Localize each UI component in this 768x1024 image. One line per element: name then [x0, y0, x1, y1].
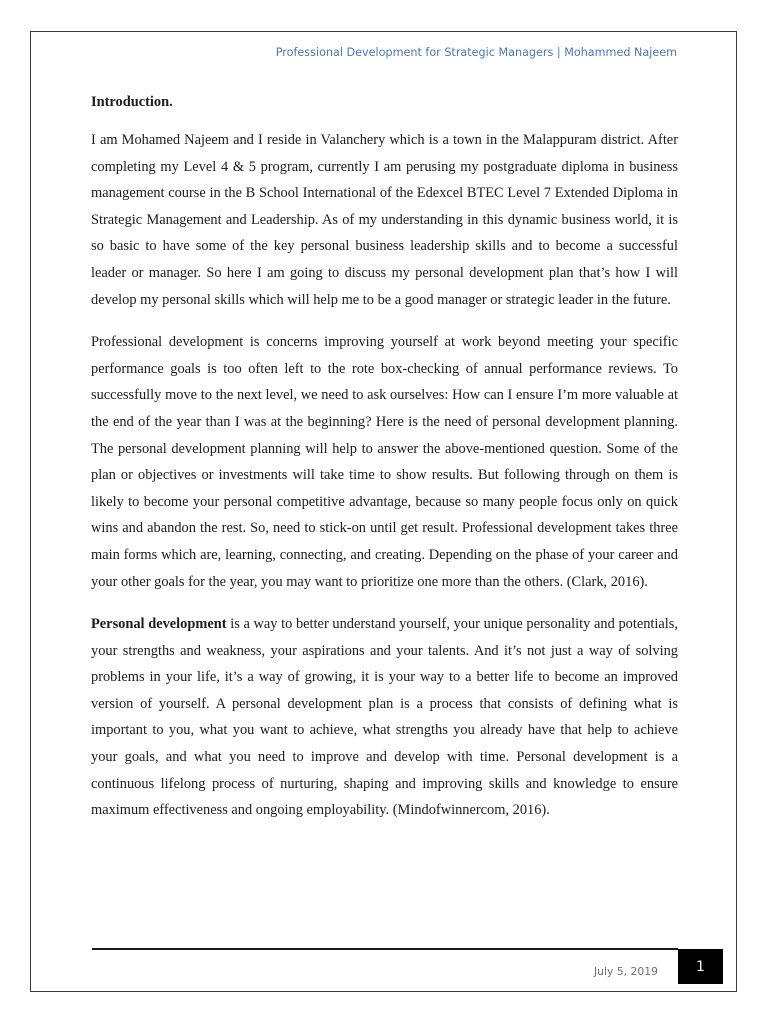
footer-date: July 5, 2019: [593, 965, 658, 978]
paragraph-text: I am Mohamed Najeem and I reside in Valanchery which is a town in the Malappuram district. After completing my Level 4 & 5 program, currently I am perusing my postgraduate diploma in business management course in the B School International of the Edexcel BTEC Level 7 Extended Diploma in Strategic Management and Leadership. As of my understanding in this dynamic business world, it is so basic to have some of the key personal business leadership skills and to become a successful leader or manager. So here I am going to discuss my personal development plan that’s how I will develop my personal skills which will help me to be a good manager or strategic leader in the future.: [91, 132, 678, 308]
paragraph-professional-development: [91, 329, 678, 595]
section-heading: Introduction.: [91, 94, 173, 110]
paragraph-personal-development: [91, 611, 678, 824]
page-number: 1: [678, 949, 723, 984]
paragraph-text: Professional development is concerns improving yourself at work beyond meeting your specific performance goals is too often left to the rote box-checking of annual performance reviews. To successfully move to the next level, we need to ask ourselves: How can I ensure I’m more valuable at the end of the year than I was at the beginning? Here is the need of personal development planning. The personal development planning will help to answer the above-mentioned question. Some of the plan or objectives or investments will take time to show results. But following through on them is likely to become your personal competitive advantage, because so many people focus only on quick wins and abandon the rest. So, need to stick-on until get result. Professional development takes three main forms which are, learning, connecting, and creating. Depending on the phase of your career and your other goals for the year, you may want to prioritize one more than the others. (Clark, 2016).: [91, 334, 678, 590]
paragraph-text: is a way to better understand yourself, your unique personality and potentials, your strengths and weakness, your aspirations and your talents. And it’s not just a way of solving problems in your life, it’s a way of growing, it is your way to a better life to become an improved version of yourself. A personal development plan is a process that consists of defining what is important to you, what you want to achieve, what strengths you already have that help to achieve your goals, and what you need to improve and develop with time. Personal development is a continuous lifelong process of nurturing, shaping and improving skills and knowledge to ensure maximum effectiveness and ongoing employability. (Mindofwinnercom, 2016).: [91, 616, 679, 819]
document-body: [91, 92, 678, 840]
footer-rule: [92, 948, 678, 950]
bold-term: Personal development: [91, 616, 227, 633]
paragraph-intro: [91, 127, 678, 313]
running-header: Professional Development for Strategic Managers | Mohammed Najeem: [275, 46, 677, 59]
